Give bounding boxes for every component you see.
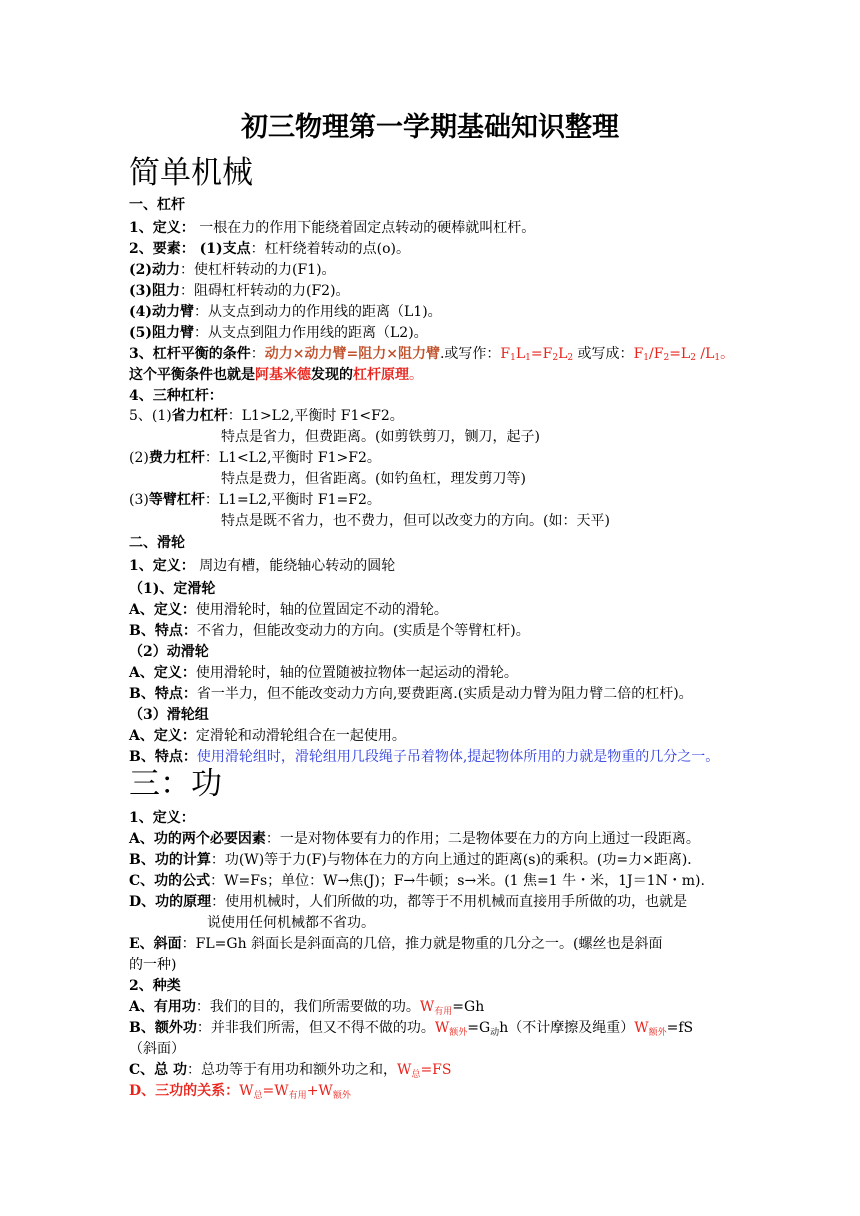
text: .或写作： — [439, 346, 501, 362]
movable-pulley-definition — [129, 663, 518, 683]
sub: 动 — [490, 1028, 500, 1038]
lever-balance-condition — [129, 344, 734, 364]
label: A、功的两个必要因素 — [129, 831, 266, 847]
text: =fS — [666, 1020, 694, 1036]
part: F — [500, 346, 511, 362]
text: ：并非我们所需，但又不得不做的功。 — [196, 1020, 435, 1036]
text: =Gh — [452, 999, 485, 1015]
part: W — [434, 1020, 450, 1036]
text: ：从支点到阻力作用线的距离（L2)。 — [194, 325, 428, 341]
balance-formula — [500, 346, 573, 362]
lever-type-force-costing — [129, 448, 381, 468]
lever-types-heading: 4、三种杠杆： — [129, 388, 223, 404]
label: C、总 功 — [129, 1062, 188, 1078]
work-principle — [129, 892, 687, 912]
label: C、功的公式 — [129, 873, 211, 889]
text: 省一半力，但不能改变动力方向,要费距离.(实质是动力臂为阻力臂二倍的杠杆)。 — [196, 686, 693, 702]
label: A、有用功 — [129, 999, 196, 1015]
text: 使用滑轮组时，滑轮组用几段绳子吊着物体,提起物体所用的力就是物重的几分之一。 — [196, 749, 720, 765]
text: (3) — [129, 492, 149, 508]
part: =L — [669, 346, 691, 362]
fixed-pulley-definition — [129, 600, 448, 620]
text: =G — [467, 1020, 491, 1036]
incline-cont: 的一种) — [129, 957, 177, 973]
balance-ratio-formula — [634, 346, 735, 362]
incline — [129, 934, 663, 954]
part: =W — [262, 1083, 289, 1099]
text: ：阻碍杠杆转动的力(F2)。 — [180, 283, 350, 299]
sub: 有用 — [288, 1091, 307, 1101]
lever-archimedes-line — [129, 365, 423, 385]
extra-work — [129, 1018, 693, 1038]
lever-principle: 杠杆原理 — [353, 367, 409, 383]
work-types-heading: 2、种类 — [129, 978, 181, 994]
lever-elements-effort-arm — [129, 302, 442, 322]
sub: 有用 — [434, 1007, 453, 1017]
text: 发现的 — [311, 367, 353, 383]
part: L — [558, 346, 568, 362]
sub: 额外 — [332, 1091, 351, 1101]
sub: 额外 — [449, 1028, 468, 1038]
sub: 2 — [663, 353, 670, 363]
label: A、定义： — [129, 728, 196, 744]
work-calculation — [129, 850, 701, 870]
lever-elements-resistance — [129, 281, 350, 301]
text: ：W=Fs；单位：W→焦(J)；F→牛顿；s→米。(1 焦=1 牛・米，1J＝1N・m). — [210, 873, 705, 889]
label: B、特点： — [129, 686, 197, 702]
term: (1)支点 — [194, 241, 251, 257]
part: =F — [530, 346, 553, 362]
movable-pulley-feature — [129, 684, 693, 704]
pulley-block-heading: （3）滑轮组 — [129, 707, 209, 723]
part: W — [634, 1020, 649, 1036]
fixed-pulley-heading: （1)、定滑轮 — [129, 581, 216, 597]
work-definition-heading: 1、定义： — [129, 810, 195, 826]
text: 使用滑轮时，轴的位置随被拉物体一起运动的滑轮。 — [195, 665, 518, 681]
label: 2、要素： — [129, 241, 195, 257]
term: 等臂杠杆 — [148, 492, 205, 508]
lever-type-force-saving-note: 特点是省力，但费距离。(如剪铁剪刀，铡刀，起子) — [221, 429, 540, 445]
text: 使用滑轮时，轴的位置固定不动的滑轮。 — [195, 602, 448, 618]
lever-elements-fulcrum — [129, 239, 410, 259]
term: (2)动力 — [129, 262, 180, 278]
lever-type-force-costing-note: 特点是费力，但省距离。(如钓鱼杠，理发剪刀等) — [221, 471, 526, 487]
sub: 额外 — [648, 1028, 667, 1038]
work-formula — [129, 871, 705, 891]
text: ：杠杆绕着转动的点(o)。 — [250, 241, 410, 257]
term: (5)阻力臂 — [129, 325, 194, 341]
text: ：使用机械时，人们所做的功，都等于不用机械而直接用手所做的功，也就是 — [211, 894, 688, 910]
useful-work — [129, 997, 484, 1017]
label: A、定义： — [129, 602, 196, 618]
fixed-pulley-feature — [129, 621, 530, 641]
text: 周边有槽，能绕轴心转动的圆轮 — [194, 558, 396, 574]
sub: 1 — [643, 353, 650, 363]
page-title: 初三物理第一学期基础知识整理 — [241, 112, 619, 143]
text: 或写成： — [573, 346, 634, 362]
label: A、定义： — [129, 665, 196, 681]
formula — [420, 999, 452, 1015]
text: ：一是对物体要有力的作用；二是物体要在力的方向上通过一段距离。 — [265, 831, 700, 847]
section-heading-simple-machines: 简单机械 — [129, 155, 253, 191]
text: ：从支点到动力的作用线的距离（L1)。 — [194, 304, 442, 320]
lever-elements-resistance-arm — [129, 323, 428, 343]
archimedes: 阿基米德 — [255, 367, 311, 383]
sub: 总 — [253, 1091, 263, 1101]
text: 定滑轮和动滑轮组合在一起使用。 — [195, 728, 406, 744]
label: B、功的计算 — [129, 852, 211, 868]
text: 不省力，但能改变动力的方向。(实质是个等臂杠杆)。 — [196, 623, 530, 639]
total-work — [129, 1060, 451, 1080]
balance-formula-words: 动力×动力臂=阻力×阻力臂 — [264, 346, 440, 362]
sub: 1 — [510, 353, 516, 363]
pulley-block-definition — [129, 726, 406, 746]
text: h（不计摩擦及绳重） — [499, 1020, 635, 1036]
movable-pulley-heading: （2）动滑轮 — [129, 644, 209, 660]
sub: 1 — [714, 353, 721, 363]
part: =FS — [420, 1062, 452, 1078]
label: B、特点： — [129, 623, 197, 639]
text: ： — [250, 346, 265, 362]
section-heading-work: 三：功 — [129, 766, 222, 802]
label: E、斜面 — [129, 936, 182, 952]
text: 这个平衡条件也就是 — [129, 367, 255, 383]
part: /L — [695, 346, 715, 362]
text: ：总功等于有用功和额外功之和， — [187, 1062, 398, 1078]
sub: 2 — [690, 353, 696, 363]
lever-definition — [129, 218, 535, 238]
sub: 2 — [552, 353, 559, 363]
extra-work-cont: （斜面） — [129, 1041, 185, 1057]
part: /F — [649, 346, 664, 362]
text: ：L1>L2,平衡时 F1<F2。 — [227, 408, 404, 424]
text: 。 — [409, 367, 423, 383]
work-factors — [129, 829, 700, 849]
text: 5、(1) — [129, 408, 172, 424]
term: (4)动力臂 — [129, 304, 194, 320]
label: B、特点： — [129, 749, 197, 765]
lever-elements-effort — [129, 260, 336, 280]
part: W — [397, 1062, 412, 1078]
label: D、功的原理 — [129, 894, 212, 910]
part: W — [419, 999, 435, 1015]
formula — [435, 1020, 467, 1036]
text: ：FL=Gh 斜面长是斜面高的几倍，推力就是物重的几分之一。(螺丝也是斜面 — [181, 936, 663, 952]
part: +W — [306, 1083, 333, 1099]
text: ：L1<L2,平衡时 F1>F2。 — [204, 450, 381, 466]
term: 费力杠杆 — [148, 450, 205, 466]
text: (2) — [129, 450, 149, 466]
formula — [634, 1020, 666, 1036]
formula — [397, 1062, 451, 1078]
part: 。 — [720, 346, 735, 362]
label: B、额外功 — [129, 1020, 197, 1036]
text: ：我们的目的，我们所需要做的功。 — [195, 999, 420, 1015]
pulley-definition — [129, 556, 395, 576]
label: 1、定义： — [129, 558, 195, 574]
label: 1、定义： — [129, 220, 195, 236]
part: L — [515, 346, 526, 362]
text: ：L1=L2,平衡时 F1=F2。 — [204, 492, 381, 508]
pulley-heading: 二、滑轮 — [129, 535, 185, 551]
sub: 1 — [525, 353, 531, 363]
sub: 总 — [411, 1070, 421, 1080]
label: 3、杠杆平衡的条件 — [129, 346, 251, 362]
text: ：功(W)等于力(F)与物体在力的方向上通过的距离(s)的乘积。(功=力×距离)． — [210, 852, 702, 868]
term: (3)阻力 — [129, 283, 180, 299]
sub: 2 — [567, 353, 574, 363]
part: F — [633, 346, 644, 362]
lever-type-equal-arm-note: 特点是既不省力，也不费力，但可以改变力的方向。(如：天平) — [221, 513, 610, 529]
text: ：使杠杆转动的力(F1)。 — [180, 262, 336, 278]
lever-type-force-saving — [129, 406, 404, 426]
lever-type-equal-arm — [129, 490, 381, 510]
work-principle-cont: 说使用任何机械都不省功。 — [207, 915, 375, 931]
work-relation — [129, 1081, 351, 1101]
text: 一根在力的作用下能绕着固定点转动的硬棒就叫杠杆。 — [194, 220, 536, 236]
part: W — [239, 1083, 254, 1099]
label: D、三功的关系： — [129, 1083, 240, 1099]
term: 省力杠杆 — [171, 408, 228, 424]
lever-heading: 一、杠杆 — [129, 197, 185, 213]
